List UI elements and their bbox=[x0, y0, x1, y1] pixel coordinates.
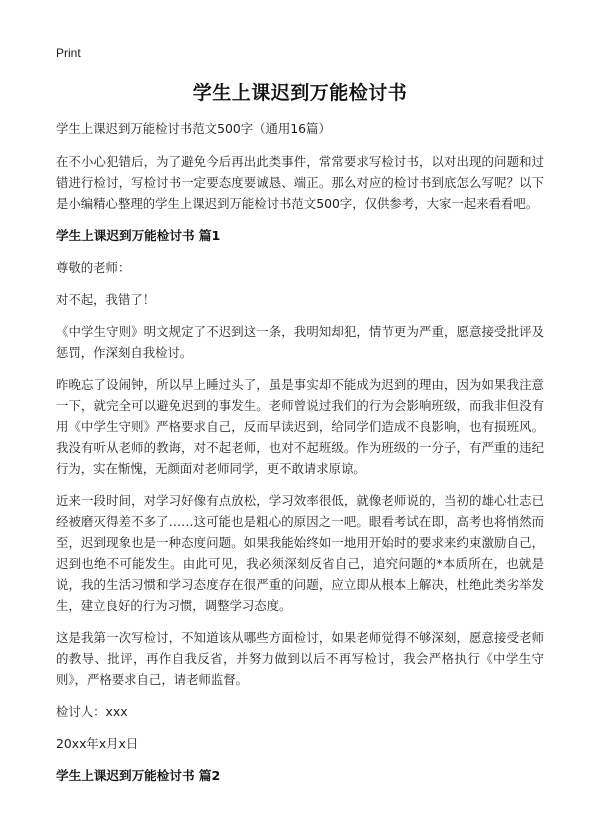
article-subtitle: 学生上课迟到万能检讨书范文500字（通用16篇） bbox=[56, 121, 331, 136]
page-title: 学生上课迟到万能检讨书 bbox=[192, 82, 408, 104]
section-heading-1: 学生上课迟到万能检讨书 篇1 bbox=[56, 228, 221, 243]
body-paragraph-3: 近来一段时间，对学习好像有点放松，学习效率很低，就像老师说的，当初的雄心壮志已经被磨灭得差不多了……这可能也是粗心的原因之一吧。眼看考试在即，高考也将悄然而至，迟到现象也是一种态度问题。如果我能始终如一地用开始时的要求来约束激励自己，迟到也绝不可能发生。由此可见，我必须深刻反省自己，追究问题的*本质所在，也就是说，我的生活习惯和学习态度存在很严重的问题，应立即从根本上解决，杜绝此类劣举发生，建立良好的行为习惯，调整学习态度。 bbox=[56, 493, 544, 613]
body-paragraph-2: 昨晚忘了设闹钟，所以早上睡过头了，虽是事实却不能成为迟到的理由，因为如果我注意一下，就完全可以避免迟到的事发生。老师曾说过我们的行为会影响班级，而我非但没有用《中学生守则》严格要求自己，反而早读迟到，给同学们造成不良影响，也有损班风。我没有听从老师的教诲，对不起老师，也对不起班级。作为班级的一分子，有严重的违纪行为，实在惭愧，无颜面对老师同学，更不敢请求原谅。 bbox=[56, 377, 544, 476]
body-paragraph-1: 《中学生守则》明文规定了不迟到这一条，我明知却犯，情节更为严重，愿意接受批评及惩罚，作深刻自我检讨。 bbox=[56, 324, 544, 360]
body-paragraph-4: 这是我第一次写检讨，不知道该从哪些方面检讨，如果老师觉得不够深刻，愿意接受老师的教导、批评，再作自我反省，并努力做到以后不再写检讨，我会严格执行《中学生守则》，严格要求自己，请老师监督。 bbox=[56, 630, 544, 687]
signer-line: 检讨人：xxx bbox=[56, 704, 128, 719]
greeting: 尊敬的老师： bbox=[56, 260, 131, 275]
date-line: 20xx年x月x日 bbox=[56, 736, 139, 751]
section-heading-2: 学生上课迟到万能检讨书 篇2 bbox=[56, 768, 221, 783]
apology-line: 对不起，我错了！ bbox=[56, 292, 156, 307]
article-body bbox=[56, 118, 544, 797]
print-label: Print bbox=[56, 46, 81, 60]
intro-paragraph: 在不小心犯错后，为了避免今后再出此类事件，常常要求写检讨书，以对出现的问题和过错进行检讨，写检讨书一定要态度要诚恳、端正。那么对应的检讨书到底怎么写呢？以下是小编精心整理的学生上课迟到万能检讨书范文500字，仅供参考，大家一起来看看吧。 bbox=[56, 154, 544, 211]
